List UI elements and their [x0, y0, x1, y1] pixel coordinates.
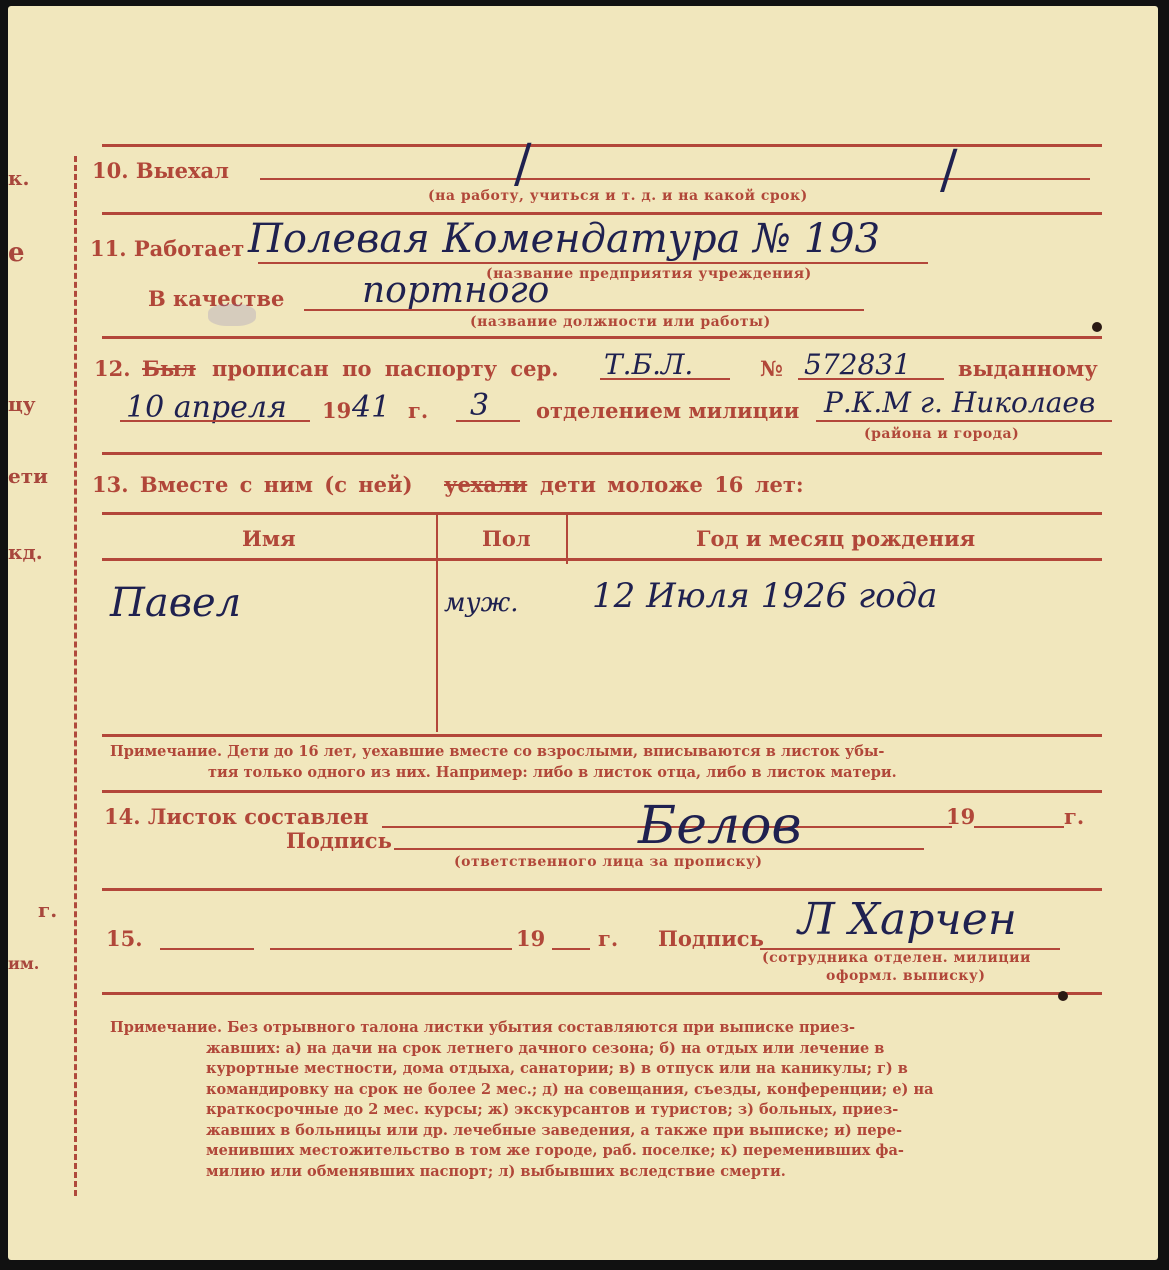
- department-text: отделением милиции: [536, 398, 800, 423]
- note-line: милию или обменявших паспорт; л) выбывших вследствие смерти.: [206, 1162, 786, 1180]
- handwritten-dash: /: [514, 134, 532, 194]
- field-hint: (сотрудника отделен. милиции: [762, 950, 1031, 966]
- table-bottom-border: [102, 734, 1102, 737]
- field-hint: (на работу, учиться и т. д. и на какой срок): [428, 188, 808, 204]
- fill-line: [600, 378, 730, 380]
- tear-off-line: [74, 156, 77, 1196]
- stub-fragment: ети: [8, 464, 48, 488]
- handwritten-signature-kharchen: Л Харчен: [798, 894, 1017, 945]
- handwritten-signature-belov: Белов: [638, 796, 802, 856]
- fill-line: [120, 420, 310, 422]
- signature-label: Подпись: [658, 926, 764, 951]
- handwritten-city: Р.К.М г. Николаев: [824, 386, 1096, 419]
- handwritten-year: 41: [352, 390, 391, 425]
- fill-line: [304, 309, 864, 311]
- section-15-label: 15.: [106, 926, 143, 951]
- field-hint: оформл. выписку): [826, 968, 986, 984]
- year-suffix: г.: [1064, 804, 1085, 829]
- table-column-divider: [436, 514, 438, 732]
- struck-word: Был: [142, 356, 196, 381]
- note-line: курортные местности, дома отдыха, санатории; в) в отпуск или на каникулы; г) в: [206, 1060, 908, 1077]
- number-sign: №: [760, 356, 783, 381]
- field-hint: (района и города): [864, 426, 1020, 442]
- punch-hole: [1058, 991, 1068, 1001]
- handwritten-passport-number: 572831: [804, 348, 911, 381]
- year-prefix: 19: [516, 926, 546, 951]
- table-column-divider: [566, 514, 568, 564]
- position-label: В качестве: [148, 286, 285, 311]
- stub-fragment: г.: [38, 898, 58, 922]
- stub-fragment: е: [8, 238, 25, 268]
- note-line: Примечание. Дети до 16 лет, уехавшие вместе со взрослыми, вписываются в листок убы-: [110, 743, 885, 760]
- fill-line: [816, 420, 1112, 422]
- fill-line: [974, 826, 1064, 828]
- fill-line: [798, 378, 944, 380]
- year-suffix: г.: [598, 926, 619, 951]
- fill-line: [160, 948, 254, 950]
- struck-word: уехали: [444, 472, 528, 497]
- note-line: Примечание. Без отрывного талона листки убытия составляются при выписке приез-: [110, 1019, 855, 1036]
- section-divider: [102, 452, 1102, 455]
- section-14-label: 14. Листок составлен: [104, 804, 369, 829]
- field-hint: (название предприятия учреждения): [486, 266, 812, 282]
- stub-fragment: к.: [8, 166, 30, 190]
- section-10-label: 10. Выехал: [92, 158, 229, 183]
- note-children: [110, 742, 897, 783]
- year-suffix: г.: [408, 398, 429, 423]
- child-sex: муж.: [444, 588, 519, 618]
- handwritten-issue-date: 10 апреля: [126, 390, 287, 425]
- section-divider: [102, 336, 1102, 339]
- column-header-name: Имя: [242, 526, 296, 551]
- section-11-label: 11. Работает: [90, 236, 245, 261]
- year-prefix: 19: [322, 398, 352, 423]
- note-line: тия только одного из них. Например: либо в листок отца, либо в листок матери.: [208, 763, 897, 781]
- year-prefix: 19: [946, 804, 976, 829]
- fill-line: [270, 948, 512, 950]
- fill-line: [456, 420, 520, 422]
- handwritten-series: Т.Б.Л.: [604, 348, 694, 381]
- passport-text: прописан по паспорту сер.: [212, 356, 559, 381]
- section-divider: [102, 888, 1102, 891]
- handwritten-dash: /: [940, 140, 958, 200]
- note-line: краткосрочные до 2 мес. курсы; ж) экскурсантов и туристов; з) больных, приез-: [206, 1101, 899, 1118]
- column-header-birth: Год и месяц рождения: [696, 526, 976, 551]
- note-line: менивших местожительство в том же городе, раб. поселке; к) переменивших фа-: [206, 1142, 904, 1159]
- section-12-number: 12.: [94, 356, 131, 381]
- column-header-sex: Пол: [482, 526, 531, 551]
- table-header-border: [102, 558, 1102, 561]
- fill-line: [552, 948, 590, 950]
- field-hint: (ответственного лица за прописку): [454, 854, 763, 870]
- signature-label: Подпись: [286, 828, 392, 853]
- fill-line: [258, 262, 928, 264]
- handwritten-position: портного: [362, 270, 550, 311]
- stub-fragment: им.: [8, 954, 40, 973]
- stub-fragment: цу: [8, 392, 36, 416]
- child-name: Павел: [110, 580, 242, 626]
- punch-hole: [1092, 322, 1102, 332]
- section-divider: [102, 212, 1102, 215]
- note-exceptions: [110, 1018, 933, 1182]
- stub-fragment: кд.: [8, 540, 43, 564]
- field-hint: (название должности или работы): [470, 314, 771, 330]
- section-divider: [102, 790, 1102, 793]
- section-13-label-end: дети моложе 16 лет:: [540, 472, 804, 497]
- handwritten-employer: Полевая Комендатура № 193: [248, 216, 881, 262]
- section-divider: [102, 992, 1102, 995]
- fill-line: [260, 178, 1090, 180]
- faded-stamp-mark: [208, 304, 256, 326]
- table-top-border: [102, 512, 1102, 515]
- note-line: жавших: а) на дачи на срок летнего дачного сезона; б) на отдых или лечение в: [206, 1039, 885, 1057]
- departure-form-page: [8, 6, 1158, 1260]
- child-birth-date: 12 Июля 1926 года: [592, 576, 938, 616]
- note-line: жавших в больницы или др. лечебные заведения, а также при выписке; и) пере-: [206, 1121, 902, 1139]
- handwritten-department: 3: [470, 388, 490, 423]
- note-line: командировку на срок не более 2 мес.; д) на совещания, съезды, конференции; е) на: [206, 1080, 934, 1098]
- issued-text: выданному: [958, 356, 1098, 381]
- section-13-label: 13. Вместе с ним (с ней): [92, 472, 413, 497]
